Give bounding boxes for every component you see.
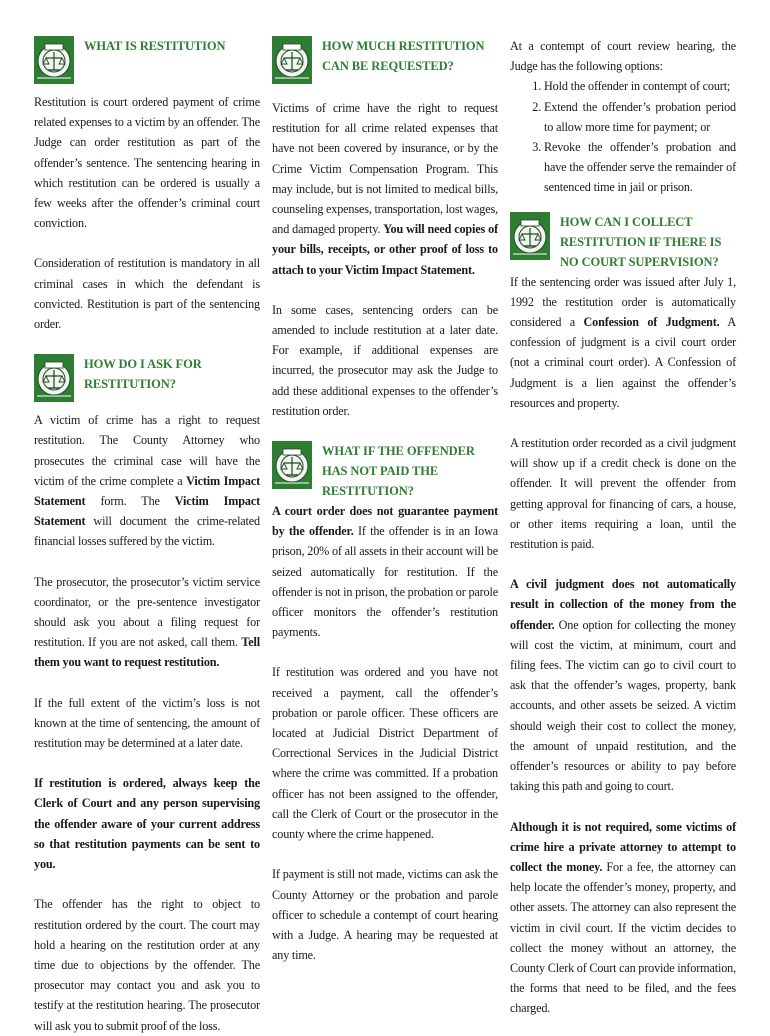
paragraph: The offender has the right to object to restitution ordered by the court. The court may hold a hearing on the restitution order at any time due to objections by the offender. The prosecutor may contact you and ask you to testify at the restitution hearing. The prosecutor will ask you to submit proof of the loss.	[34, 897, 260, 1033]
paragraph: A restitution order recorded as a civil judgment will show up if a credit check is done on the offender. It will prevent the offender from getting approval for financing of cars, a house, or other items requiring a loan, until the restitution is paid.	[510, 436, 736, 552]
section-header-how-can-i-collect	[510, 212, 736, 272]
paragraph: At a contempt of court review hearing, the Judge has the following options:	[510, 39, 736, 74]
paragraph: In some cases, sentencing orders can be amended to include restitution at a later date. For example, if additional expenses are incurred, the prosecutor may ask the Judge to add these additional expenses to the offender’s restitution order.	[272, 302, 498, 418]
paragraph: If the full extent of the victim’s loss is not known at the time of sentencing, the amount of restitution may be determined at a later date.	[34, 695, 260, 751]
section-header-how-do-i-ask	[34, 354, 260, 410]
section-title: WHAT IS RESTITUTION	[84, 39, 226, 53]
list-item: 3. Revoke the offender’s probation and have the offender serve the remainder of sentenced time in jail or prison.	[544, 137, 736, 198]
section-header-not-paid	[272, 441, 498, 501]
section-title: HOW DO I ASK FOR RESTITUTION?	[84, 357, 202, 392]
paragraph: A court order does not guarantee payment by the offender. If the offender is in an Iowa prison, 20% of all assets in their account will be seized automatically for restitution. If the offender is not in prison, the probation or parole officer monitors the offender’s restitution payments.	[272, 504, 498, 640]
paragraph: If payment is still not made, victims can ask the County Attorney or the probation and parole officer to schedule a contempt of court hearing with a Judge. A hearing may be requested at any time.	[272, 867, 498, 963]
paragraph: If restitution was ordered and you have not received a payment, call the offender’s probation or parole officer. These officers are located at Judicial District Department of Correctional Services in the Judicial District where the crime was committed. If a probation officer has not been assigned to the offender, call the Clerk of Court or the prosecutor in the county where the crime happened.	[272, 665, 498, 842]
paragraph: If the sentencing order was issued after July 1, 1992 the restitution order is automatically considered a Confession of Judgment. A confession of judgment is a civil court order (not a criminal court order). A Confession of Judgment is a lien against the offender’s resources and property.	[510, 274, 736, 410]
justice-scales-logo-icon	[510, 212, 550, 260]
list-item: 2. Extend the offender’s probation period to allow more time for payment; or	[544, 97, 736, 137]
column-2	[272, 36, 498, 965]
justice-scales-logo-icon	[34, 36, 74, 84]
paragraph: Victims of crime have the right to request restitution for all crime related expenses that have not been covered by insurance, or by the Crime Victim Compensation Program. This may include, but is not limited to medical bills, counseling expenses, transportation, lost wages, and damaged property. You will need copies of your bills, receipts, or other proof of loss to attach to your Victim Impact Statement.	[272, 101, 498, 277]
column-3	[510, 36, 736, 1019]
paragraph: Although it is not required, some victims of crime hire a private attorney to attempt to collect the money. For a fee, the attorney can help locate the offender’s money, property, and other assets. The attorney can also represent the victim in civil court. If the victim decides to collect the money without an attorney, the County Clerk of Court can provide information, the forms that need to be filed, and the fees charged.	[510, 819, 736, 1016]
paragraph: A civil judgment does not automatically result in collection of the money from the offender. One option for collecting the money will cost the victim, at minimum, court and filing fees. The victim can go to civil court to ask that the offender’s wages, property, bank accounts, and other assets be seized. A victim should weigh their cost to collect the money, the amount of unpaid restitution, and the offender’s resources or ability to pay before taking this path and going to court.	[510, 577, 736, 794]
list-item: 1. Hold the offender in contempt of court;	[544, 76, 736, 96]
paragraph: Restitution is court ordered payment of crime related expenses to a victim by an offender. The Judge can order restitution as part of the offender’s sentence. The sentencing hearing in which restitution can be ordered is usually a few weeks after the offender’s criminal court conviction.	[34, 95, 260, 231]
paragraph: The prosecutor, the prosecutor’s victim service coordinator, or the pre-sentence investigator should ask you about a filing request for restitution. If you are not asked, call them. Tell them you want to request restitution.	[34, 574, 260, 670]
paragraph: A victim of crime has a right to request restitution. The County Attorney who prosecutes the criminal case will have the victim of the crime complete a Victim Impact Statement form. The Victim Impact Statement will document the crime-related financial losses suffered by the victim.	[34, 413, 261, 549]
section-title: HOW CAN I COLLECT RESTITUTION IF THERE IS NO COURT SUPERVISION?	[560, 214, 722, 269]
paragraph: If restitution is ordered, always keep the Clerk of Court and any person supervising the offender aware of your current address so that restitution payments can be sent to you.	[34, 776, 260, 872]
section-header-how-much	[272, 36, 498, 98]
section-title: HOW MUCH RESTITUTION CAN BE REQUESTED?	[322, 39, 485, 73]
justice-scales-logo-icon	[34, 354, 74, 402]
options-list	[510, 76, 736, 197]
section-title: WHAT IF THE OFFENDER HAS NOT PAID THE RESTITUTION?	[322, 444, 475, 499]
justice-scales-logo-icon	[272, 36, 312, 84]
justice-scales-logo-icon	[272, 441, 312, 489]
column-1	[34, 36, 260, 1036]
paragraph: Consideration of restitution is mandatory in all criminal cases in which the defendant is convicted. Restitution is part of the sentencing order.	[34, 256, 260, 332]
section-header-what-is-restitution	[34, 36, 260, 92]
